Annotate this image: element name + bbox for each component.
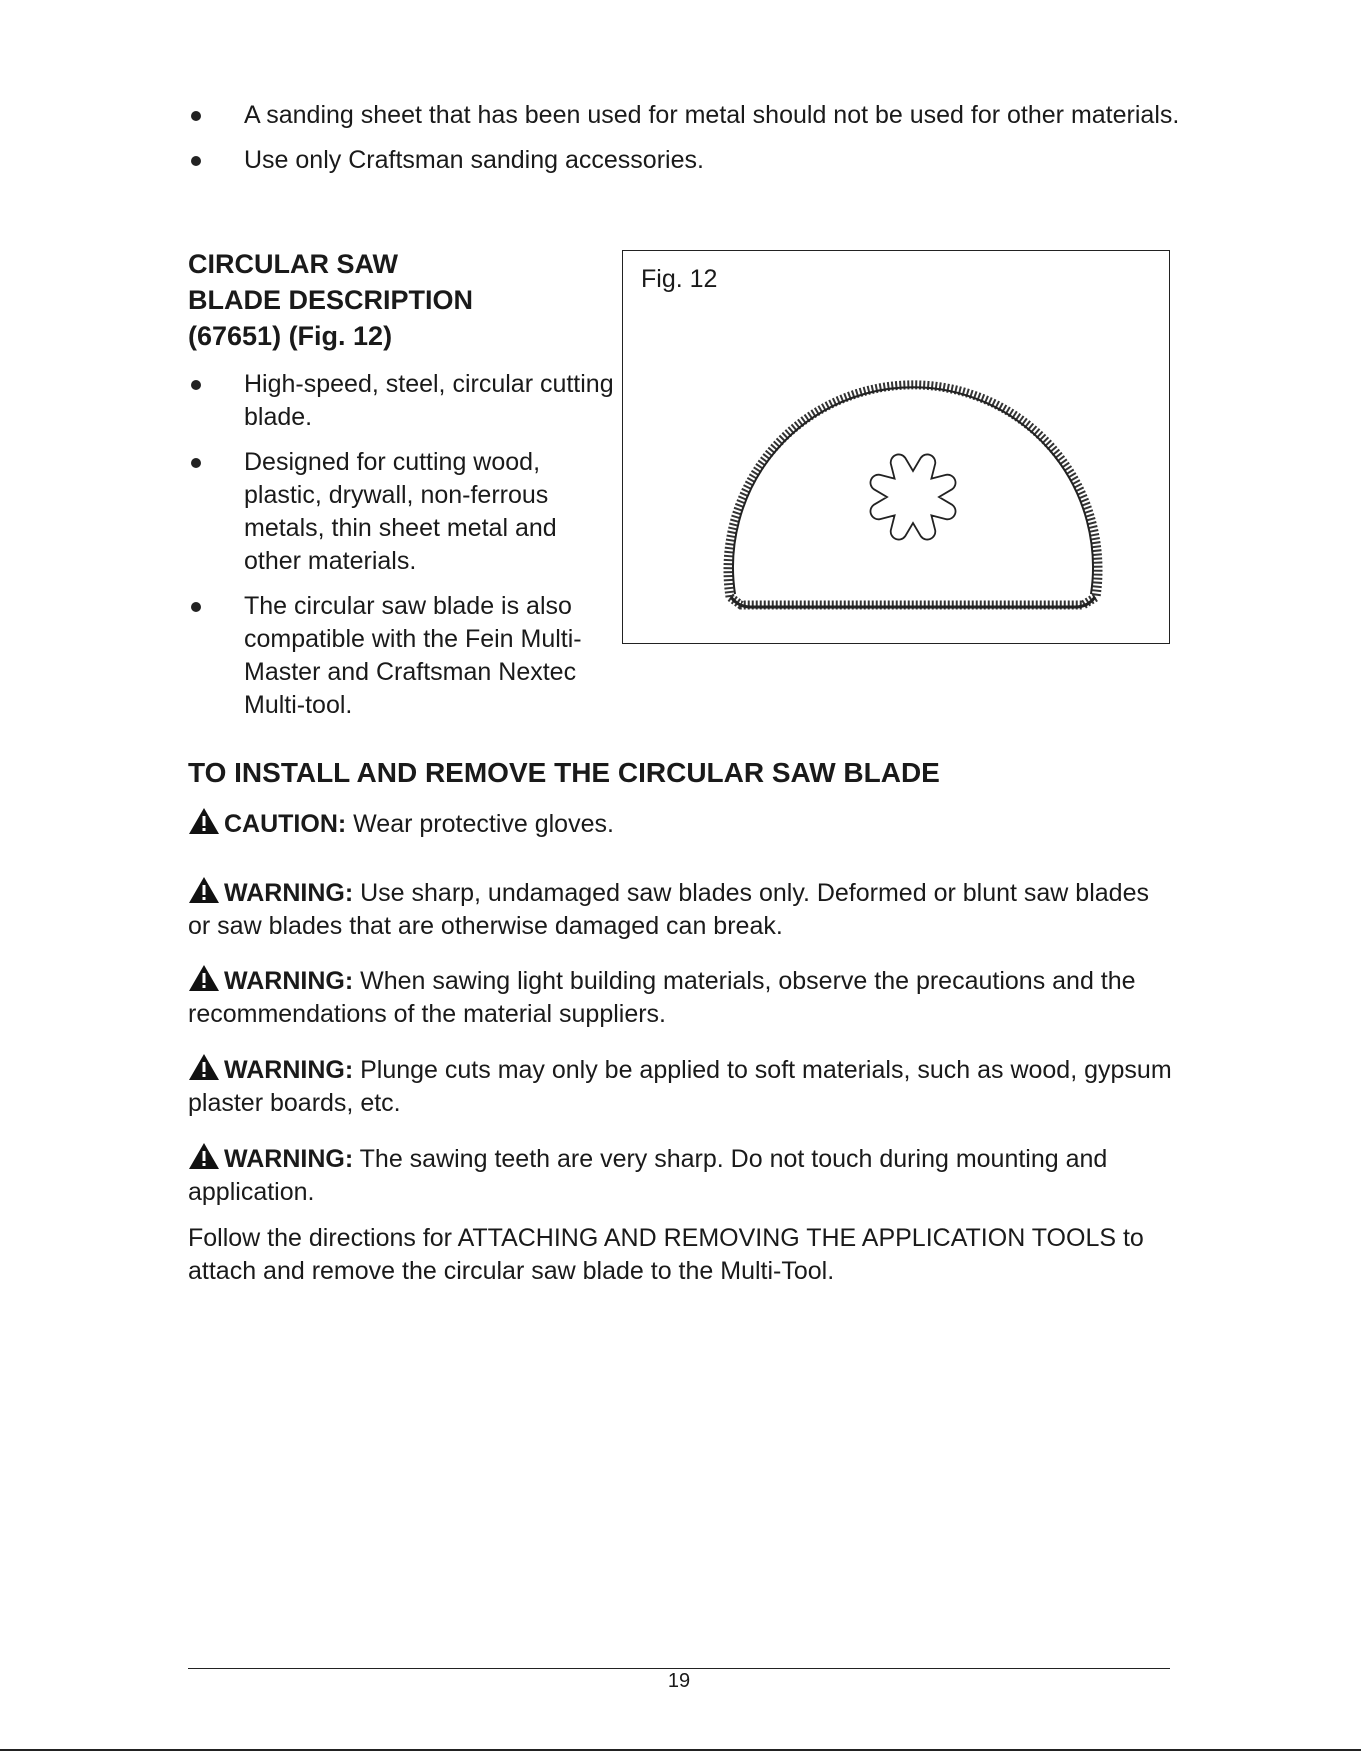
caution-notice [188, 807, 1178, 841]
notice-keyword: WARNING: [224, 967, 354, 995]
figure-12 [622, 250, 1170, 644]
blade-description-heading [188, 246, 620, 354]
blade-description-section [188, 246, 620, 734]
mounting-hole-icon [870, 454, 955, 539]
bottom-divider [0, 1749, 1361, 1751]
notice-keyword: WARNING: [224, 1056, 354, 1084]
notice-keyword: WARNING: [224, 1145, 354, 1173]
bullet-icon [191, 458, 201, 468]
heading-line: BLADE DESCRIPTION [188, 285, 474, 315]
notice-keyword: CAUTION: [224, 810, 347, 838]
notice-keyword: WARNING: [224, 879, 354, 907]
warning-notice [188, 1142, 1178, 1209]
blade-bullet-list [188, 368, 620, 722]
bullet-text: High-speed, steel, circular cutting blade. [244, 370, 614, 431]
list-item [188, 99, 1188, 132]
footer-divider [188, 1668, 1170, 1669]
warning-notice [188, 1053, 1178, 1120]
heading-line: (67651) (Fig. 12) [188, 321, 393, 351]
notice-text: Use sharp, undamaged saw blades only. Deformed or blunt saw blades or saw blades that are otherwise damaged can break. [188, 879, 1149, 940]
bullet-text: Designed for cutting wood, plastic, drywall, non-ferrous metals, thin sheet metal and other materials. [244, 448, 557, 575]
warning-notice [188, 964, 1178, 1031]
figure-label: Fig. 12 [641, 265, 718, 293]
notice-text: Plunge cuts may only be applied to soft materials, such as wood, gypsum plaster boards, etc. [188, 1056, 1172, 1117]
directions-paragraph: Follow the directions for ATTACHING AND REMOVING THE APPLICATION TOOLS to attach and remove the circular saw blade to the Multi-Tool. [188, 1224, 1144, 1285]
bullet-icon [191, 380, 201, 390]
warning-triangle-icon [188, 876, 220, 904]
notice-text: When sawing light building materials, observe the precautions and the recommendations of the material suppliers. [188, 967, 1136, 1028]
list-item [188, 590, 620, 722]
warning-notice [188, 876, 1178, 943]
blade-outline [733, 387, 1093, 594]
warning-triangle-icon [188, 1053, 220, 1081]
list-item [188, 144, 1188, 177]
list-item [188, 368, 620, 434]
circular-saw-blade-illustration [623, 251, 1171, 645]
bullet-text: Use only Craftsman sanding accessories. [244, 146, 704, 174]
notice-text: Wear protective gloves. [346, 810, 614, 838]
blade-teeth-edge [728, 385, 1098, 605]
bullet-icon [191, 156, 201, 166]
sanding-bullet-list [188, 99, 1188, 189]
warning-triangle-icon [188, 964, 220, 992]
page-number: 19 [667, 1670, 691, 1692]
list-item [188, 446, 620, 578]
bullet-icon [191, 602, 201, 612]
warning-triangle-icon [188, 807, 220, 835]
bullet-text: A sanding sheet that has been used for metal should not be used for other materials. [244, 101, 1180, 129]
install-remove-heading: TO INSTALL AND REMOVE THE CIRCULAR SAW BLADE [188, 757, 940, 788]
bullet-text: The circular saw blade is also compatible with the Fein Multi-Master and Craftsman Nextec Multi-tool. [244, 592, 582, 719]
warning-triangle-icon [188, 1142, 220, 1170]
heading-line: CIRCULAR SAW [188, 249, 398, 279]
bullet-icon [191, 111, 201, 121]
notice-text: The sawing teeth are very sharp. Do not touch during mounting and application. [188, 1145, 1108, 1206]
